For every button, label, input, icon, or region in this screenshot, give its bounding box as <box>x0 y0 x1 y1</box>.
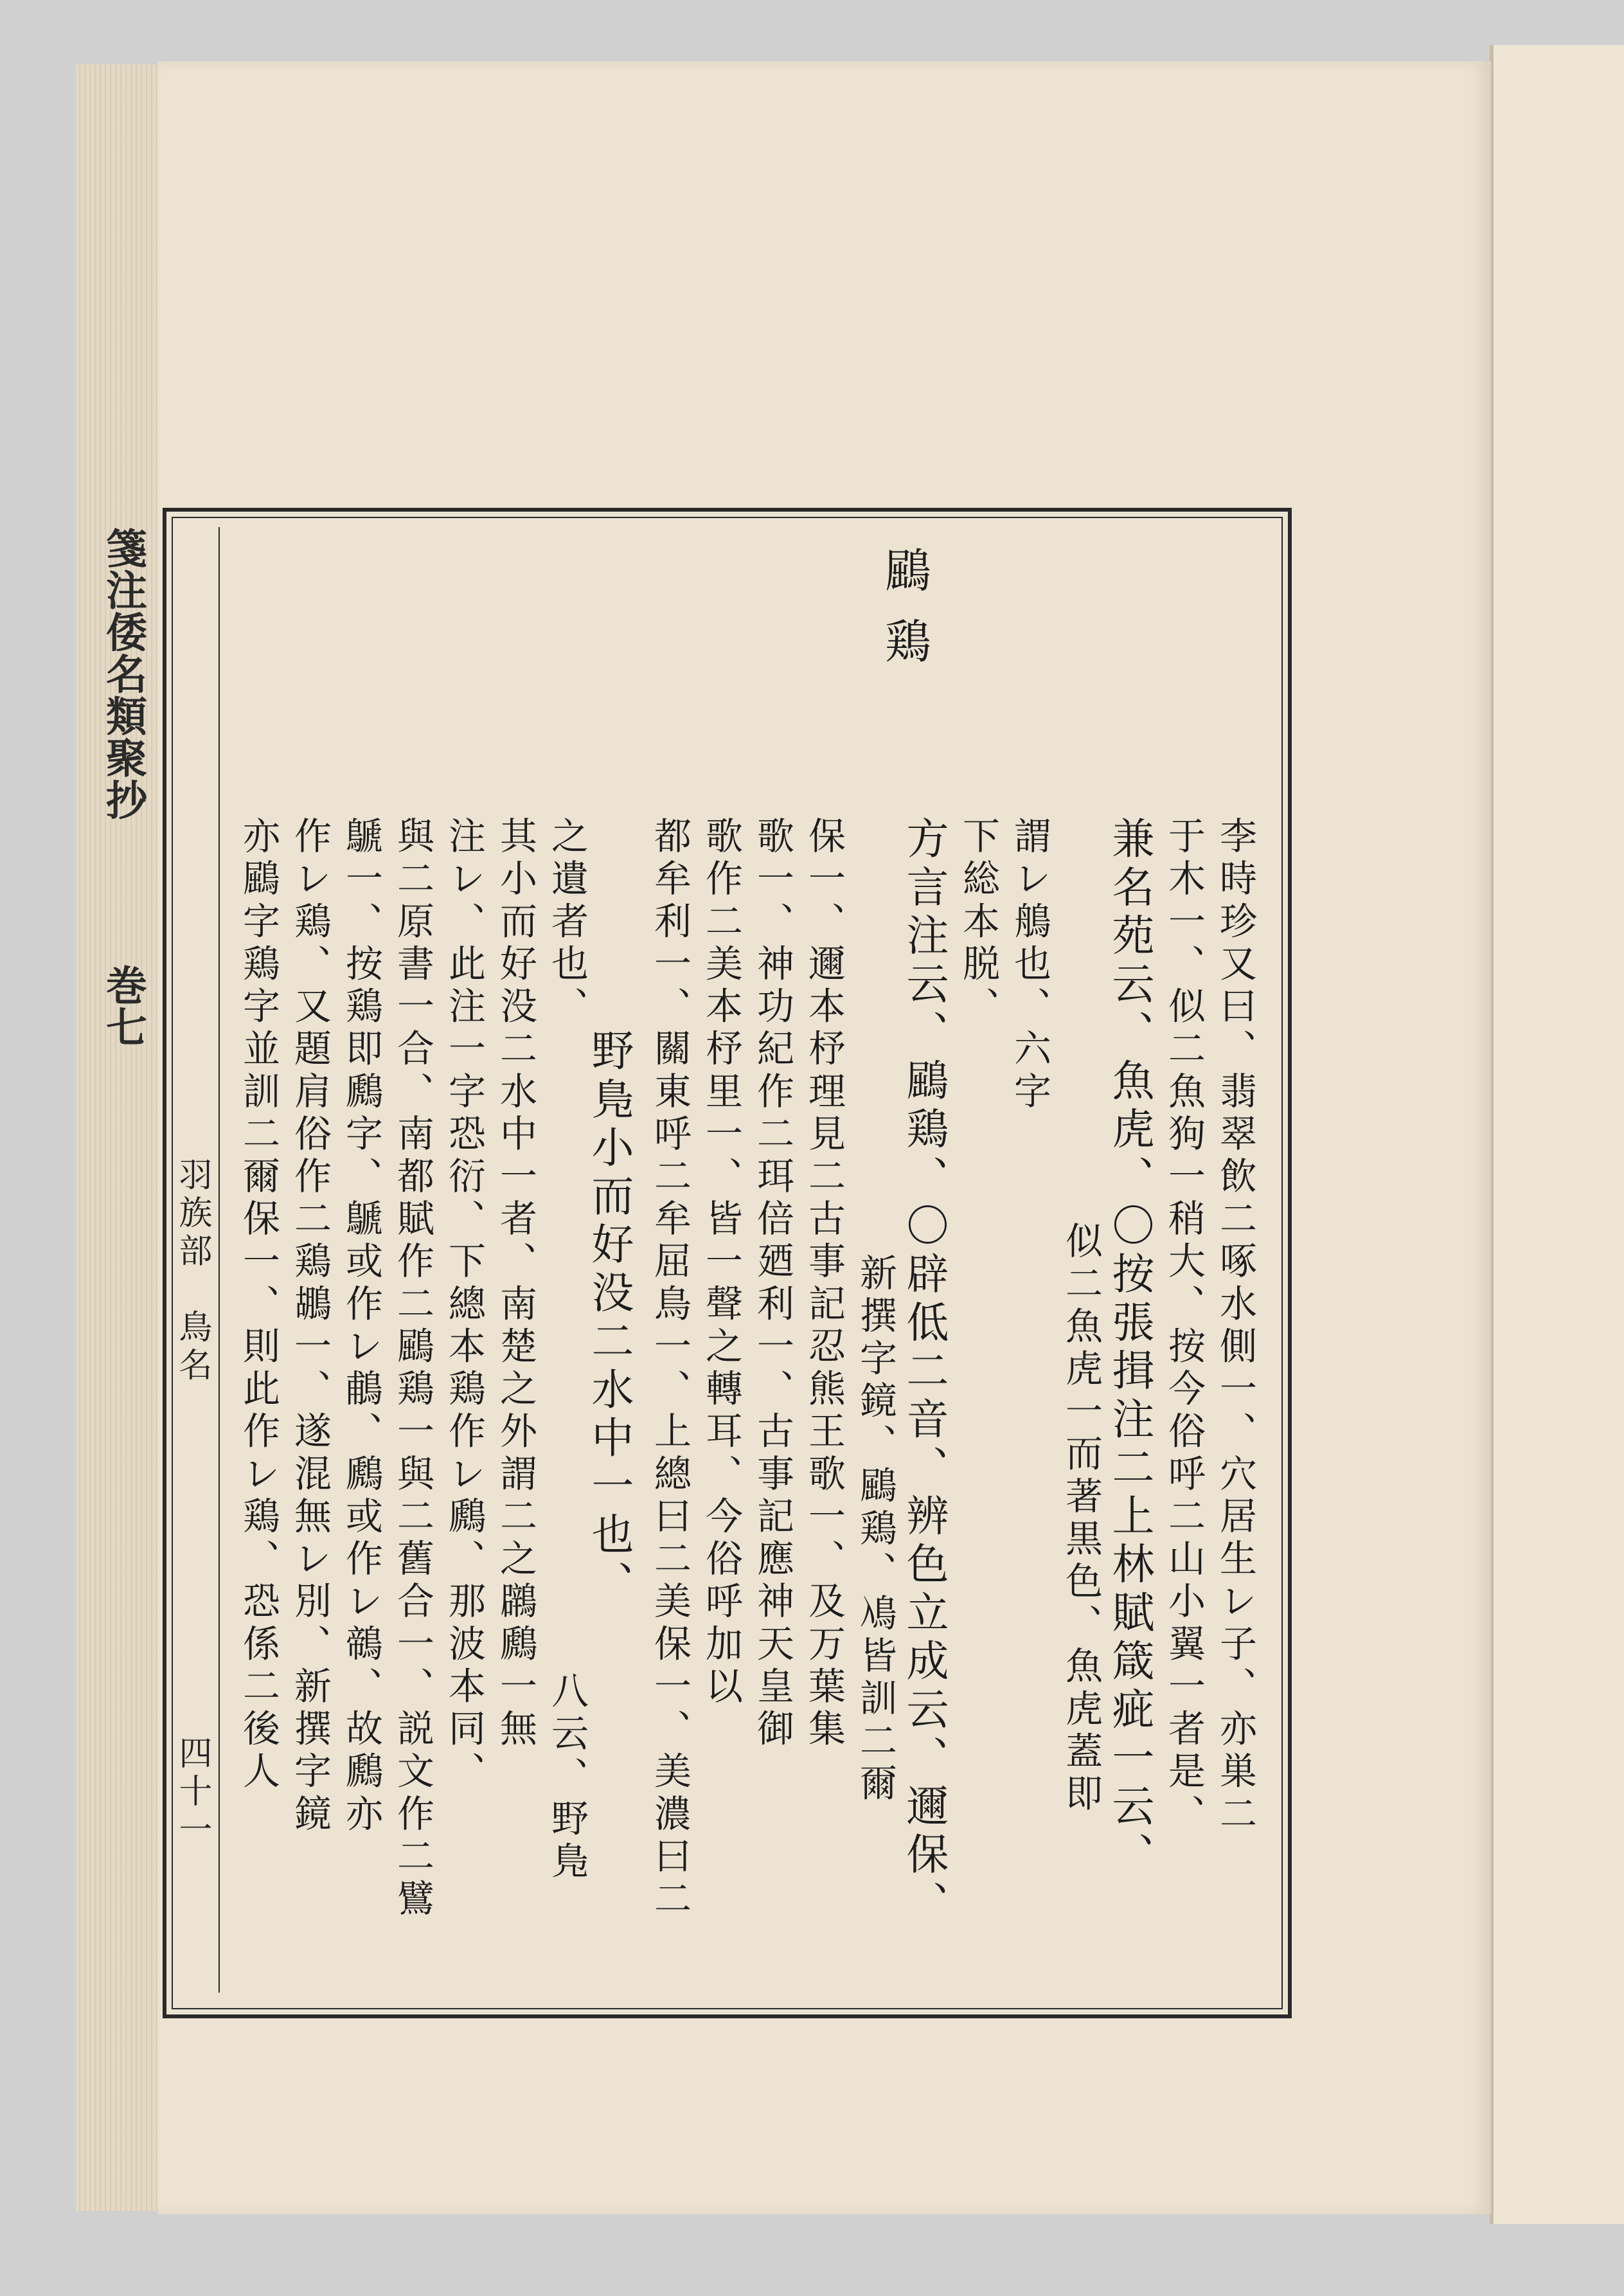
page-number: 四十一 <box>173 1735 211 1850</box>
text-column: 亦鶌字鶏字並訓二爾保一、則此作レ鶏、恐係二後人 <box>236 816 280 1794</box>
volume-label: 巻七 <box>99 964 147 1048</box>
text-column: 其小而好没二水中一者、南楚之外謂二之鸊鷉一無 <box>494 816 537 1752</box>
text-column: 與二原書一合、南都賦作二鶌鶏一與二舊合一、説文作二鷿 <box>391 816 434 1922</box>
text-column: 作レ鶏、又題肩俗作二鶏鶘一、遂混無レ別、新撰字鏡 <box>288 816 332 1836</box>
text-column: 新撰字鏡、鶌鶏、鳰皆訓二爾 <box>853 1253 897 1806</box>
text-column: 方言注云、鶌鶏、〇辟低二音、辨色立成云、邇保、 <box>899 816 949 1929</box>
frame-inner-rule <box>219 527 220 1993</box>
text-column: 歌一、神功紀作二珥倍廼利一、古事記應神天皇御 <box>751 816 794 1752</box>
text-column: 注レ、此注一字恐衍、下總本鶏作レ鷉、那波本同、 <box>442 816 486 1794</box>
text-column: 下総本脱、 <box>956 816 1000 1029</box>
text-column: 八云、野鳬 <box>545 1671 589 1884</box>
text-column: 都牟利一、關東呼二牟屈鳥一、上總曰二美保一、美濃曰二 <box>648 816 692 1922</box>
text-column: 保一、邇本杼理見二古事記忍熊王歌一、及万葉集 <box>802 816 846 1752</box>
text-column: 李時珍又曰、翡翠飲二啄水側一、穴居生レ子、亦巣二 <box>1213 816 1257 1836</box>
text-column: 于木一、似二魚狗一稍大、按今俗呼二山小翼一者是、 <box>1162 816 1206 1836</box>
text-column: 野鳬小而好没二水中一也、 <box>584 1028 634 1609</box>
text-column: 似二魚虎一而著黒色、魚虎蓋即 <box>1059 1221 1103 1816</box>
entry-heading-char-1: 鶌 <box>877 546 931 600</box>
entry-heading-char-2: 鶏 <box>877 617 931 670</box>
text-column: 鷈一、按鶏即鷉字、鷈或作レ鵏、鷉或作レ鶙、故鷉亦 <box>339 816 383 1836</box>
facing-page <box>1490 45 1624 2224</box>
text-column: 兼名苑云、魚虎、〇按張揖注二上林賦箴疵一云、 <box>1105 816 1154 1881</box>
text-column: 歌作二美本杼里一、皆一聲之轉耳、今俗呼加以 <box>699 816 743 1709</box>
text-column: 謂レ鵃也、六字 <box>1008 816 1051 1114</box>
book-title: 箋注倭名類聚抄 <box>99 527 147 821</box>
section-label: 羽族部 鳥名 <box>173 1157 211 1386</box>
text-column: 之遺者也、 <box>545 816 589 1029</box>
